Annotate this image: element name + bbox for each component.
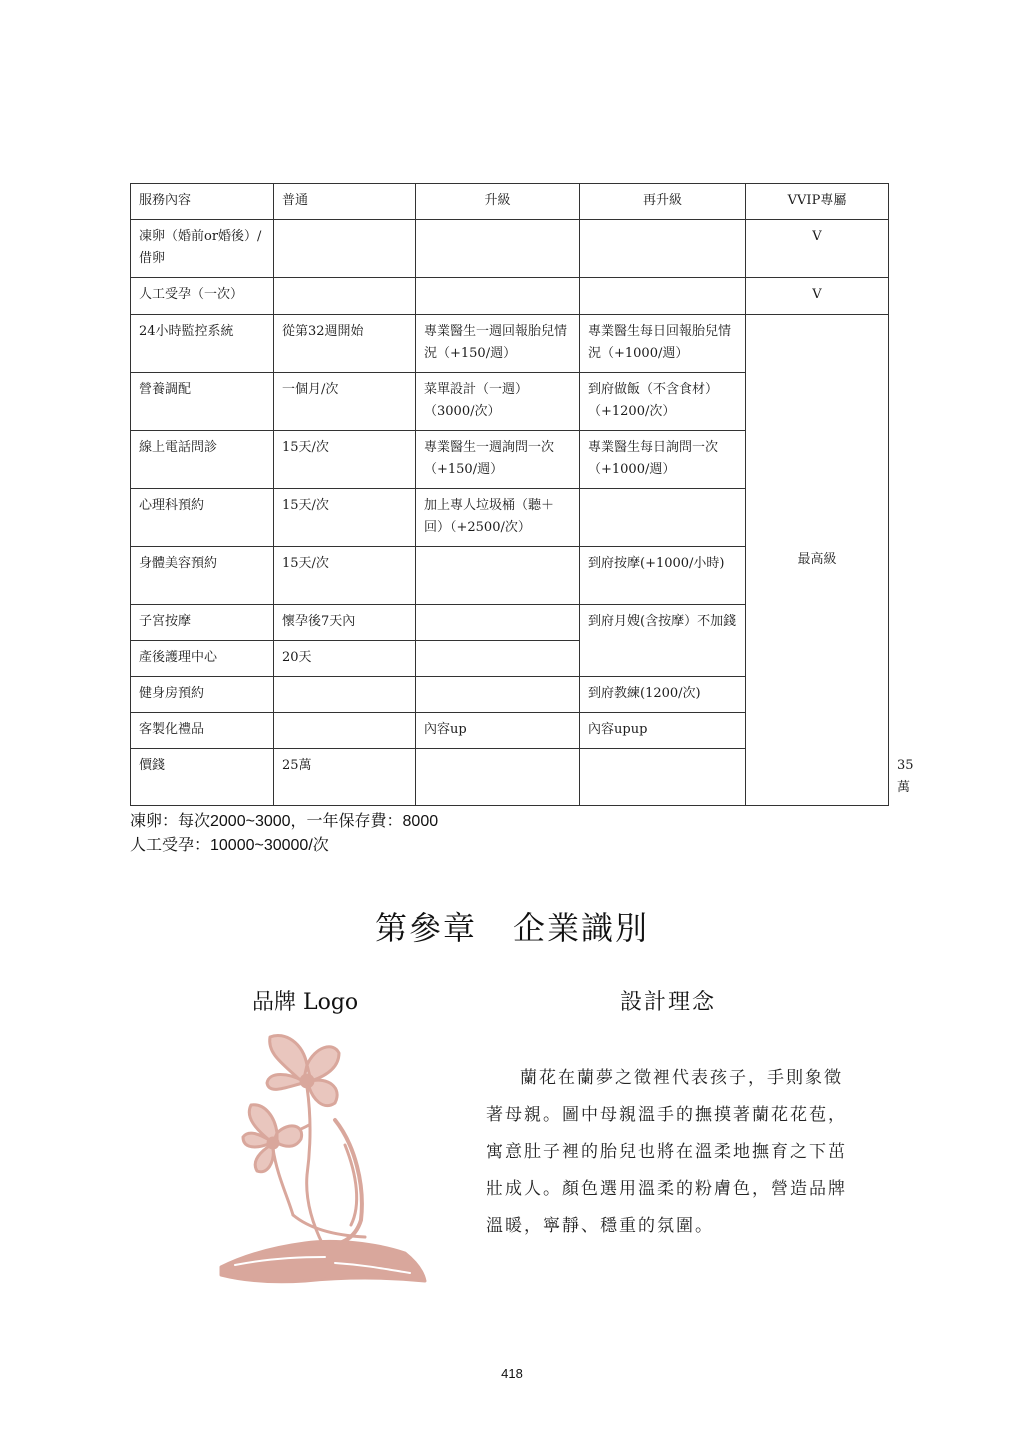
table-cell: 一個月/次 [274,373,416,431]
table-cell [416,641,580,677]
table-cell: 專業醫生每日詢問一次（+1000/週） [580,431,746,489]
table-cell [274,220,416,278]
table-cell: 到府教練(1200/次) [580,677,746,713]
table-cell: 15天/次 [274,547,416,605]
table-cell: 專業醫生每日回報胎兒情況（+1000/週） [580,315,746,373]
row-label: 人工受孕（一次） [131,278,274,315]
chapter-title [0,903,1024,949]
header-cell: 普通 [274,184,416,220]
table-cell: 加上專人垃圾桶（聽＋回）（+2500/次） [416,489,580,547]
table-cell [416,547,580,605]
design-concept-heading: 設計理念 [620,990,717,1015]
note-line: 人工受孕：10000~30000/次 [130,837,329,854]
table-cell [274,278,416,315]
table-row [131,220,889,278]
chapter-name: 企業識別 [513,909,650,947]
table-cell [580,489,746,547]
table-cell: 25萬 [274,749,416,806]
table-cell: V [746,220,889,278]
table-cell: 從第32週開始 [274,315,416,373]
table-cell [416,677,580,713]
vvip-merged-cell: 最高級 [746,315,889,806]
header-cell: 服務內容 [131,184,274,220]
service-comparison-table [130,183,914,806]
table-cell [416,749,580,806]
table-row [131,278,889,315]
table-cell: 到府做飯（不含食材）（+1200/次） [580,373,746,431]
table-header-row [131,184,889,220]
note-line: 凍卵：每次2000~3000，一年保存費：8000 [130,813,439,830]
row-label: 客製化禮品 [131,713,274,749]
header-cell: VVIP專屬 [746,184,889,220]
table-cell: 15天/次 [274,489,416,547]
page-number: 418 [501,1366,523,1381]
table-cell [274,677,416,713]
table-cell: 內容up [416,713,580,749]
row-label: 子宮按摩 [131,605,274,641]
brand-logo-heading: 品牌 Logo [252,990,359,1015]
table-cell [580,220,746,278]
header-cell: 升級 [416,184,580,220]
table-cell [580,278,746,315]
table-cell: 到府按摩(+1000/小時) [580,547,746,605]
table-cell: 15天/次 [274,431,416,489]
table-cell: V [746,278,889,315]
orchid-petal [267,1075,303,1090]
table-cell: 懷孕後7天內 [274,605,416,641]
table-cell [416,278,580,315]
row-label: 健身房預約 [131,677,274,713]
row-label: 價錢 [131,749,274,806]
header-cell: 再升級 [580,184,746,220]
table-cell [416,605,580,641]
row-label: 身體美容預約 [131,547,274,605]
row-label: 營養調配 [131,373,274,431]
table-row [131,315,889,373]
design-concept-text: 蘭花在蘭夢之徵裡代表孩子，手則象徵著母親。圖中母親溫手的撫摸著蘭花花苞，寓意肚子裡的胎兒也將在溫柔地撫育之下茁壯成人。顏色選用溫柔的粉膚色，營造品牌溫暖，寧靜、穩重的氛圍。 [486,1068,847,1236]
table-cell: 專業醫生一週詢問一次（+150/週） [416,431,580,489]
row-label: 凍卵（婚前or婚後）/ 借卵 [131,220,274,278]
price-notes [130,810,438,858]
table-cell: 20天 [274,641,416,677]
row-label: 心理科預約 [131,489,274,547]
table-cell: 內容upup [580,713,746,749]
table-cell [274,713,416,749]
table-cell: 專業醫生一週回報胎兒情況（+150/週） [416,315,580,373]
table-cell [580,749,746,806]
row-label: 產後護理中心 [131,641,274,677]
orchid-petal [277,1126,302,1146]
row-label: 24小時監控系統 [131,315,274,373]
orchid-hand-logo-icon [215,1025,430,1290]
chapter-number: 第參章 [374,909,477,947]
table-row: 價錢 25萬 35萬 [131,749,889,806]
table-cell: 菜單設計（一週）（3000/次） [416,373,580,431]
table-cell: 到府月嫂(含按摩）不加錢 [580,605,746,677]
row-label: 線上電話問診 [131,431,274,489]
table-cell [416,220,580,278]
